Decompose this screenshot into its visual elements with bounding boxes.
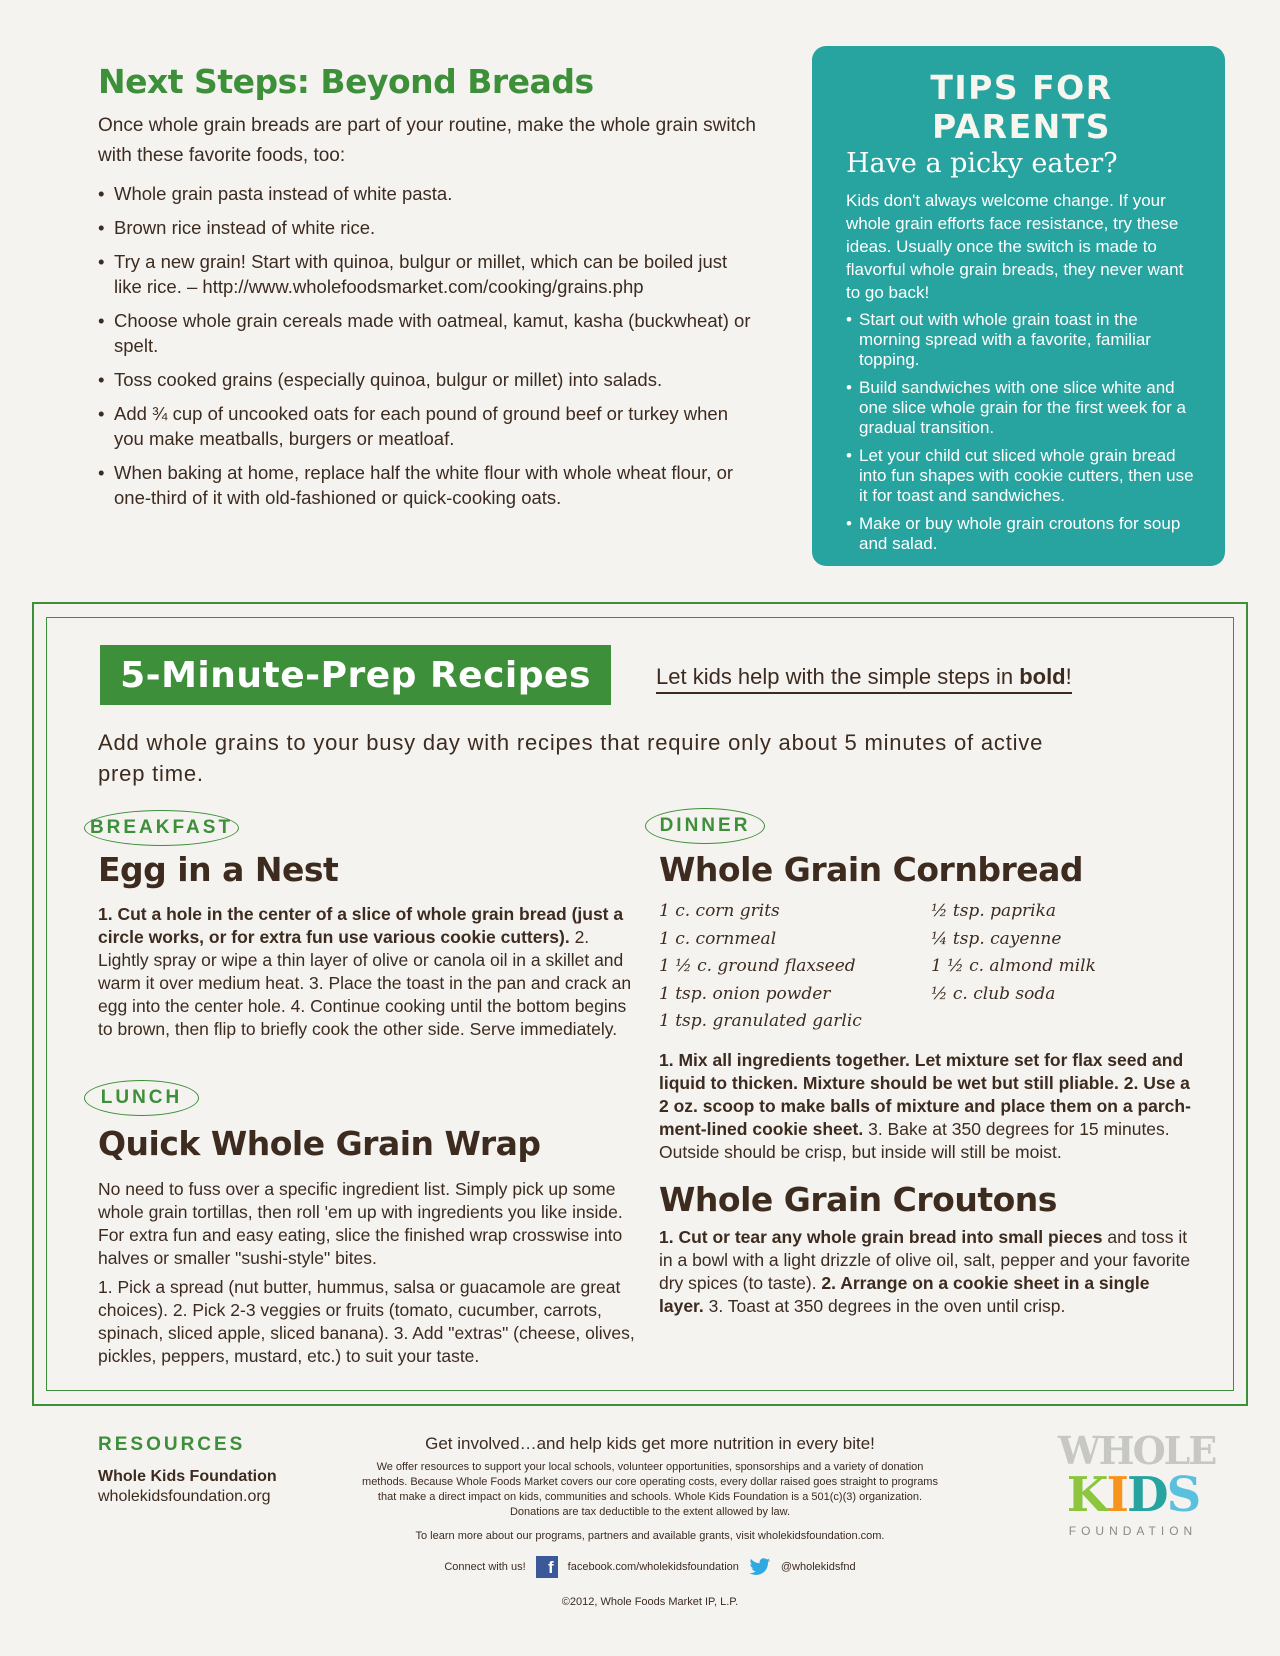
kids-help-bold: bold (1019, 664, 1066, 689)
facebook-icon[interactable]: f (536, 1556, 558, 1578)
list-item: • When baking at home, replace half the white flour with whole wheat flour, or one-third of it with old-fashioned or quick-cooking oats. (98, 460, 758, 510)
logo-kids (1058, 1467, 1208, 1523)
next-steps-section (98, 62, 758, 519)
whole-kids-foundation-logo (1058, 1428, 1216, 1538)
next-steps-title: Next Steps: Beyond Breads (98, 62, 594, 101)
social-row (350, 1556, 950, 1578)
logo-letter: D (1126, 1467, 1167, 1523)
egg-steps-rest: 2. Lightly spray or wipe a thin layer of olive or canola oil in a skillet and warm it over medium heat. 3. Place the toast in the pan and crack an egg into the center hole. 4. Continue cooking until the bottom begins to brown, then flip to briefly cook the other side. Serve immediately. (98, 927, 632, 1039)
footer-description: We offer resources to support your local schools, volunteer opportunities, sponsorships and a variety of donation methods. Because Whole Foods Market covers our core operating costs, every dollar raised goes straight to programs that make a direct impact on kids, communities and schools. Whole Kids Foundation is a 501(c)(3) organization. Donations are tax deductible to the extent allowed by law. (362, 1461, 938, 1518)
twitter-icon[interactable] (749, 1557, 771, 1577)
cornbread-title: Whole Grain Cornbread (659, 850, 1083, 889)
cornbread-steps-rest: 3. Bake at 350 degrees for 15 minutes. Outside should be crisp, but inside will still be moist. (659, 1119, 1170, 1162)
list-item: • Choose whole grain cereals made with oatmeal, kamut, kasha (buckwheat) or spelt. (98, 308, 758, 358)
ingredient: 1 tsp. onion powder (659, 983, 831, 1004)
get-involved-text: Get involved…and help kids get more nutrition in every bite! (425, 1434, 875, 1453)
croutons-bold-1: 1. Cut or tear any whole grain bread into small pieces (659, 1227, 1103, 1247)
org-url-link[interactable]: wholekidsfoundation.org (98, 1488, 271, 1505)
ingredient: 1 tsp. granulated garlic (659, 1011, 862, 1031)
tips-list (846, 310, 1197, 554)
kids-help-text: Let kids help with the simple steps in (656, 664, 1020, 689)
list-item: • Make or buy whole grain croutons for soup and salad. (846, 514, 1197, 554)
logo-letter: K (1066, 1467, 1107, 1523)
lunch-tag: LUNCH (84, 1080, 199, 1116)
wrap-intro: No need to fuss over a specific ingredient list. Simply pick up some whole grain tortillas, then roll 'em up with ingredients you like inside. For extra fun and easy eating, slice the finished wrap crosswise into halves or smaller "sushi-style" bites. (98, 1179, 623, 1268)
kids-help-note (656, 664, 1072, 694)
cornbread-ingredients (659, 898, 1179, 1036)
croutons-steps (659, 1226, 1199, 1318)
tips-intro: Kids don't always welcome change. If your whole grain efforts face resistance, try these ideas. Usually once the switch is made to flavorful whole grain breads, they never want to go back! (846, 191, 1184, 302)
wrap-steps: 1. Pick a spread (nut butter, hummus, salsa or guacamole are great choices). 2. Pick 2-3 veggies or fruits (tomato, cucumber, carrots, spinach, sliced apple, sliced banana). 3. Add "extras" (cheese, olives, pickles, peppers, mustard, etc.) to suit your taste. (98, 1277, 635, 1366)
list-item: • Whole grain pasta instead of white pasta. (98, 181, 758, 206)
list-item: • Start out with whole grain toast in the morning spread with a favorite, familiar topping. (846, 310, 1197, 370)
egg-in-a-nest-steps (98, 903, 638, 1041)
tips-subtitle: Have a picky eater? (846, 148, 1118, 179)
logo-whole: WHOLE (1058, 1428, 1216, 1473)
logo-letter: I (1106, 1467, 1127, 1523)
footer-center (350, 1434, 950, 1608)
twitter-link[interactable]: @wholekidsfnd (780, 1561, 856, 1573)
egg-steps-bold: 1. Cut a hole in the center of a slice of whole grain bread (just a circle works, or for extra fun use various cookie cutters). (98, 904, 624, 947)
list-item: • Brown rice instead of white rice. (98, 215, 758, 240)
cornbread-steps (659, 1049, 1199, 1164)
ingredient: 1 ½ c. ground flaxseed (659, 956, 856, 976)
list-item: • Let your child cut sliced whole grain bread into fun shapes with cookie cutters, then use it for toast and sandwiches. (846, 446, 1197, 506)
list-item: • Try a new grain! Start with quinoa, bulgur or millet, which can be boiled just like rice. – http://www.wholefoodsmarket.com/cooking/grains.php (98, 249, 758, 299)
next-steps-list (98, 181, 758, 510)
tips-for-parents-box (812, 46, 1225, 566)
org-name: Whole Kids Foundation (98, 1468, 277, 1485)
croutons-end: 3. Toast at 350 degrees in the oven until crisp. (703, 1296, 1066, 1316)
ingredient: ¼ tsp. cayenne (931, 928, 1062, 949)
logo-letter: S (1166, 1467, 1200, 1523)
ingredient: 1 c. corn grits (659, 901, 780, 921)
kids-help-end: ! (1065, 664, 1072, 689)
tips-title: TIPS FOR PARENTS (930, 68, 1113, 146)
egg-in-a-nest-title: Egg in a Nest (98, 850, 339, 889)
list-item: • Add ¾ cup of uncooked oats for each pound of ground beef or turkey when you make meatballs, burgers or meatloaf. (98, 401, 758, 451)
logo-foundation: FOUNDATION (1068, 1524, 1198, 1538)
cornbread-steps-bold: 1. Mix all ingredients together. Let mixture set for flax seed and liquid to thicken. Mixture should be wet but still pliable. 2. Use a 2 oz. scoop to make balls of mixture and place them on a parch-ment-lined cookie sheet. (659, 1050, 1191, 1139)
croutons-title: Whole Grain Croutons (659, 1180, 1057, 1219)
next-steps-intro: Once whole grain breads are part of your routine, make the whole grain switch with these favorite foods, too: (98, 115, 756, 166)
list-item: • Build sandwiches with one slice white and one slice whole grain for the first week for a gradual transition. (846, 378, 1197, 438)
recipes-intro: Add whole grains to your busy day with recipes that require only about 5 minutes of active prep time. (98, 730, 1044, 786)
croutons-bold-2: 2. Arrange on a cookie sheet in a single layer. (659, 1273, 1150, 1316)
facebook-link[interactable]: facebook.com/wholekidsfoundation (567, 1561, 739, 1573)
learn-more-text: To learn more about our programs, partners and available grants, visit wholekidsfoundation.com. (415, 1530, 885, 1542)
breakfast-tag: BREAKFAST (84, 810, 239, 846)
ingredient: 1 ½ c. almond milk (931, 956, 1096, 976)
copyright: ©2012, Whole Foods Market IP, L.P. (561, 1596, 739, 1608)
dinner-tag: DINNER (645, 808, 765, 844)
wrap-title: Quick Whole Grain Wrap (98, 1124, 541, 1163)
list-item: • Toss cooked grains (especially quinoa, bulgur or millet) into salads. (98, 367, 758, 392)
ingredient: ½ tsp. paprika (931, 901, 1057, 921)
connect-label: Connect with us! (444, 1561, 526, 1573)
resources-label: RESOURCES (98, 1434, 246, 1455)
croutons-mid: and toss it in a bowl with a light drizzle of olive oil, salt, pepper and your favorite dry spices (to taste). (659, 1227, 1191, 1293)
ingredient: ½ c. club soda (931, 983, 1056, 1004)
ingredient: 1 c. cornmeal (659, 928, 777, 949)
recipes-banner: 5-Minute-Prep Recipes (100, 645, 611, 705)
